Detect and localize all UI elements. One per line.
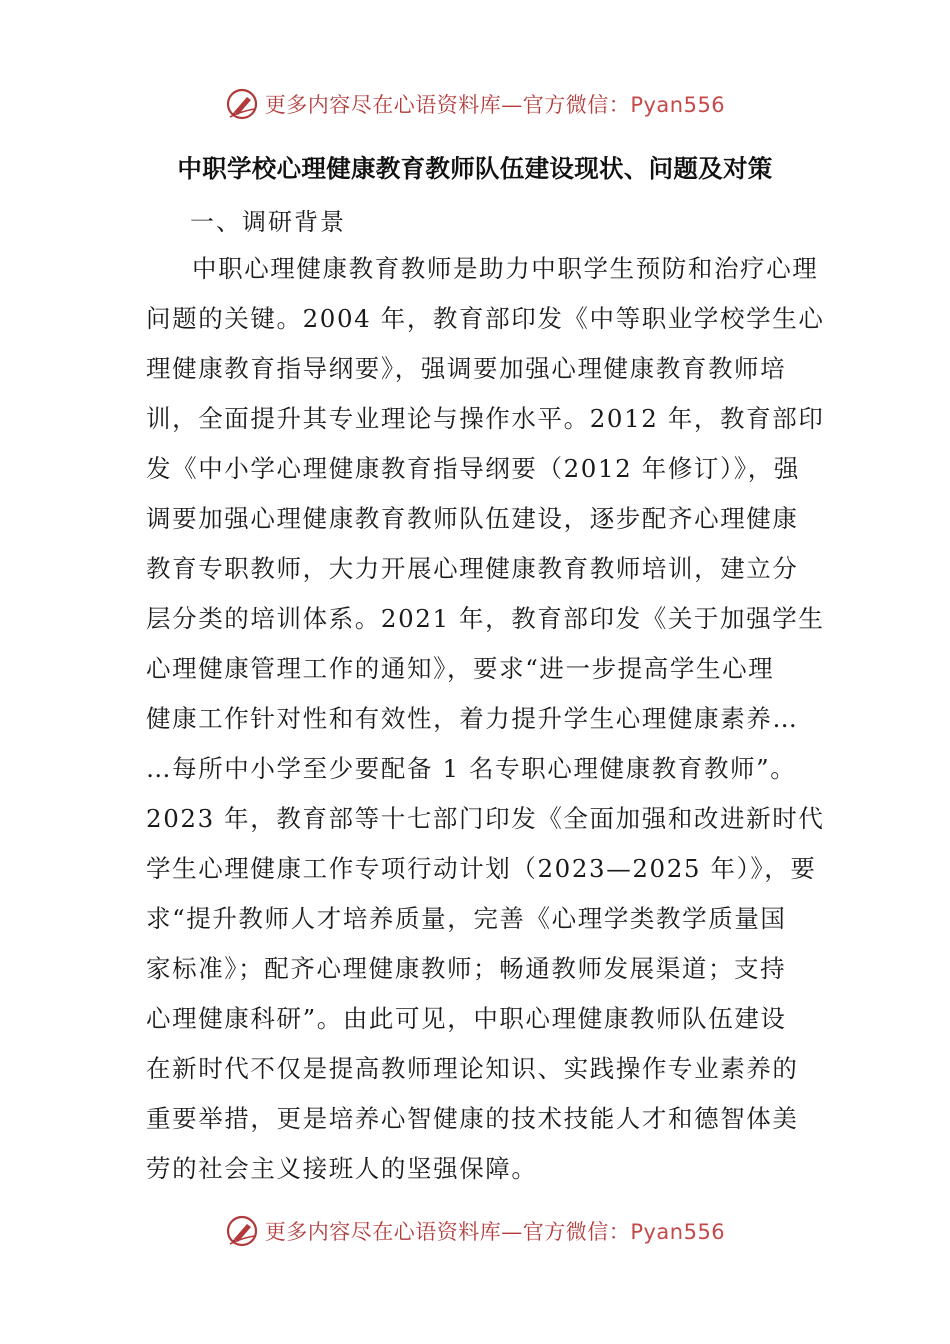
paragraph-line: 调要加强心理健康教育教师队伍建设，逐步配齐心理健康 (146, 504, 799, 533)
paragraph-line: 健康工作针对性和有效性，着力提升学生心理健康素养… (146, 704, 799, 733)
pen-logo-icon (225, 87, 259, 121)
paragraph-line: 求“提升教师人才培养质量，完善《心理学类教学质量国 (146, 904, 787, 933)
watermark-text: 更多内容尽在心语资料库—官方微信：Pyan556 (264, 93, 726, 117)
paragraph-line: 发《中小学心理健康教育指导纲要（2012 年修订）》，强 (146, 454, 800, 483)
paragraph-line: 问题的关键。2004 年，教育部印发《中等职业学校学生心 (146, 304, 825, 333)
paragraph-line: 在新时代不仅是提高教师理论知识、实践操作专业素养的 (146, 1054, 799, 1083)
section-heading: 一、调研背景 (190, 208, 346, 236)
watermark-banner-top (0, 82, 950, 126)
paragraph-line: 学生心理健康工作专项行动计划（2023—2025 年）》，要 (146, 854, 817, 883)
watermark-handle: Pyan556 (630, 93, 726, 117)
watermark-banner-bottom (0, 1209, 950, 1253)
document-title: 中职学校心理健康教育教师队伍建设现状、问题及对策 (177, 154, 773, 183)
paragraph-line: 中职心理健康教育教师是助力中职学生预防和治疗心理 (192, 254, 819, 283)
watermark-text: 更多内容尽在心语资料库—官方微信：Pyan556 (264, 1220, 726, 1244)
paragraph-line: …每所中小学至少要配备 1 名专职心理健康教育教师”。 (146, 754, 797, 783)
watermark-handle: Pyan556 (630, 1220, 726, 1244)
paragraph-line: 训，全面提升其专业理论与操作水平。2012 年，教育部印 (146, 404, 825, 433)
paragraph-line: 家标准》；配齐心理健康教师；畅通教师发展渠道；支持 (146, 954, 787, 983)
paragraph-line: 劳的社会主义接班人的坚强保障。 (146, 1154, 538, 1183)
paragraph-line: 2023 年，教育部等十七部门印发《全面加强和改进新时代 (146, 804, 825, 833)
paragraph-line: 理健康教育指导纲要》，强调要加强心理健康教育教师培 (146, 354, 787, 383)
paragraph-line: 心理健康科研”。由此可见，中职心理健康教师队伍建设 (146, 1004, 787, 1033)
body-paragraph (146, 244, 825, 1194)
pen-logo-icon (225, 1214, 259, 1248)
paragraph-line: 心理健康管理工作的通知》，要求“进一步提高学生心理 (146, 654, 775, 683)
paragraph-line: 教育专职教师，大力开展心理健康教育教师培训，建立分 (146, 554, 799, 583)
paragraph-line: 重要举措，更是培养心智健康的技术技能人才和德智体美 (146, 1104, 799, 1133)
paragraph-line: 层分类的培训体系。2021 年，教育部印发《关于加强学生 (146, 604, 825, 633)
